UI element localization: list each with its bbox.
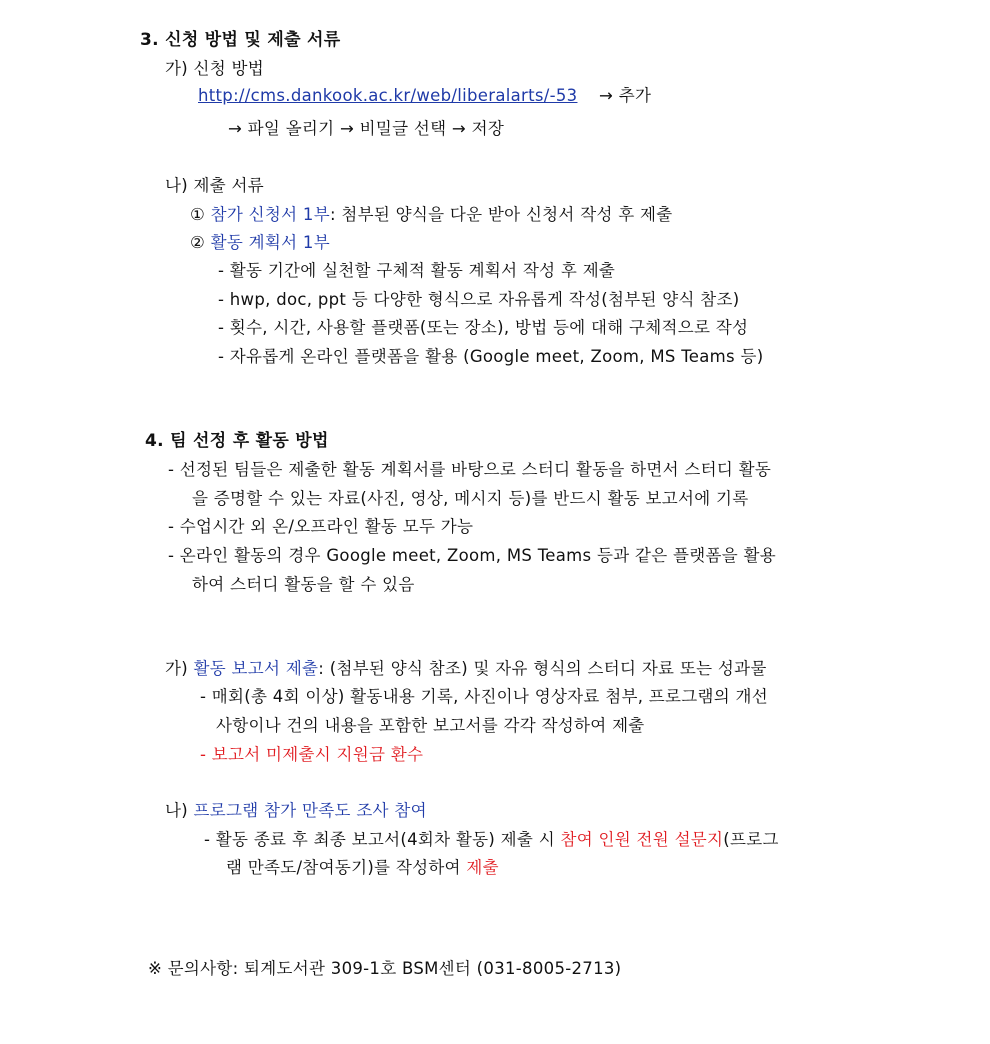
section-4-title: 4. 팀 선정 후 활동 방법 [145,431,329,451]
doc-item-1-number: ① [190,205,206,224]
survey-line [165,800,427,822]
report-prefix: 가) [165,659,194,678]
survey-text-a: - 활동 종료 후 최종 보고서(4회차 활동) 제출 시 [204,830,561,849]
survey-submit-highlight: 제출 [466,858,499,877]
plan-bullet: - hwp, doc, ppt 등 다양한 형식으로 자유롭게 작성(첨부된 양식 참조) [218,290,740,309]
doc-item-1 [190,204,673,226]
apply-url-line [198,85,651,107]
doc-item-2-number: ② [190,233,206,252]
apply-method-label: 가) 신청 방법 [165,59,265,78]
contact-info: ※ 문의사항: 퇴계도서관 309-1호 BSM센터 (031-8005-2713) [148,959,622,978]
survey-highlight: 참여 인원 전원 설문지 [560,830,724,849]
doc-item-1-desc: : 첨부된 양식을 다운 받아 신청서 작성 후 제출 [329,205,673,224]
doc-item-2 [190,232,330,254]
activity-bullet-2: - 수업시간 외 온/오프라인 활동 모두 가능 [168,517,474,536]
doc-item-2-title: 활동 계획서 1부 [210,233,330,252]
survey-prefix: 나) [165,801,194,820]
survey-title: 프로그램 참가 만족도 조사 참여 [193,801,427,820]
report-bullet-1-line-2: 사항이나 건의 내용을 포함한 보고서를 각각 작성하여 제출 [216,716,645,735]
step-add-text: → 추가 [599,86,652,105]
submission-docs-label: 나) 제출 서류 [165,176,265,195]
activity-bullet-1-line-1: - 선정된 팀들은 제출한 활동 계획서를 바탕으로 스터디 활동을 하면서 스터디 활동 [168,460,772,479]
plan-bullet: - 횟수, 시간, 사용할 플랫폼(또는 장소), 방법 등에 대해 구체적으로 작성 [218,318,749,337]
report-desc: : (첨부된 양식 참조) 및 자유 형식의 스터디 자료 또는 성과물 [318,659,767,678]
activity-bullet-1-line-2: 을 증명할 수 있는 자료(사진, 영상, 메시지 등)를 반드시 활동 보고서에 기록 [192,489,749,508]
report-title: 활동 보고서 제출 [193,659,319,678]
plan-bullet: - 활동 기간에 실천할 구체적 활동 계획서 작성 후 제출 [218,261,616,280]
report-bullet-1-line-1: - 매회(총 4회 이상) 활동내용 기록, 사진이나 영상자료 첨부, 프로그램의 개선 [200,687,768,706]
section-3-title: 3. 신청 방법 및 제출 서류 [140,30,341,50]
report-warning: - 보고서 미제출시 지원금 환수 [200,745,424,764]
doc-item-1-title: 참가 신청서 1부 [210,205,330,224]
survey-text-b: (프로그 [723,830,779,849]
survey-bullet-line-2 [226,857,499,879]
report-submission-line [165,658,767,680]
activity-bullet-3-line-1: - 온라인 활동의 경우 Google meet, Zoom, MS Teams 등과 같은 플랫폼을 활용 [168,546,776,565]
apply-steps: → 파일 올리기 → 비밀글 선택 → 저장 [228,119,505,138]
apply-url-link[interactable]: http://cms.dankook.ac.kr/web/liberalarts/-53 [198,86,578,105]
survey-bullet-line-1 [204,829,779,851]
activity-bullet-3-line-2: 하여 스터디 활동을 할 수 있음 [192,575,415,594]
survey-text-c: 램 만족도/참여동기)를 작성하여 [226,858,467,877]
plan-bullet: - 자유롭게 온라인 플랫폼을 활용 (Google meet, Zoom, MS Teams 등) [218,347,764,366]
